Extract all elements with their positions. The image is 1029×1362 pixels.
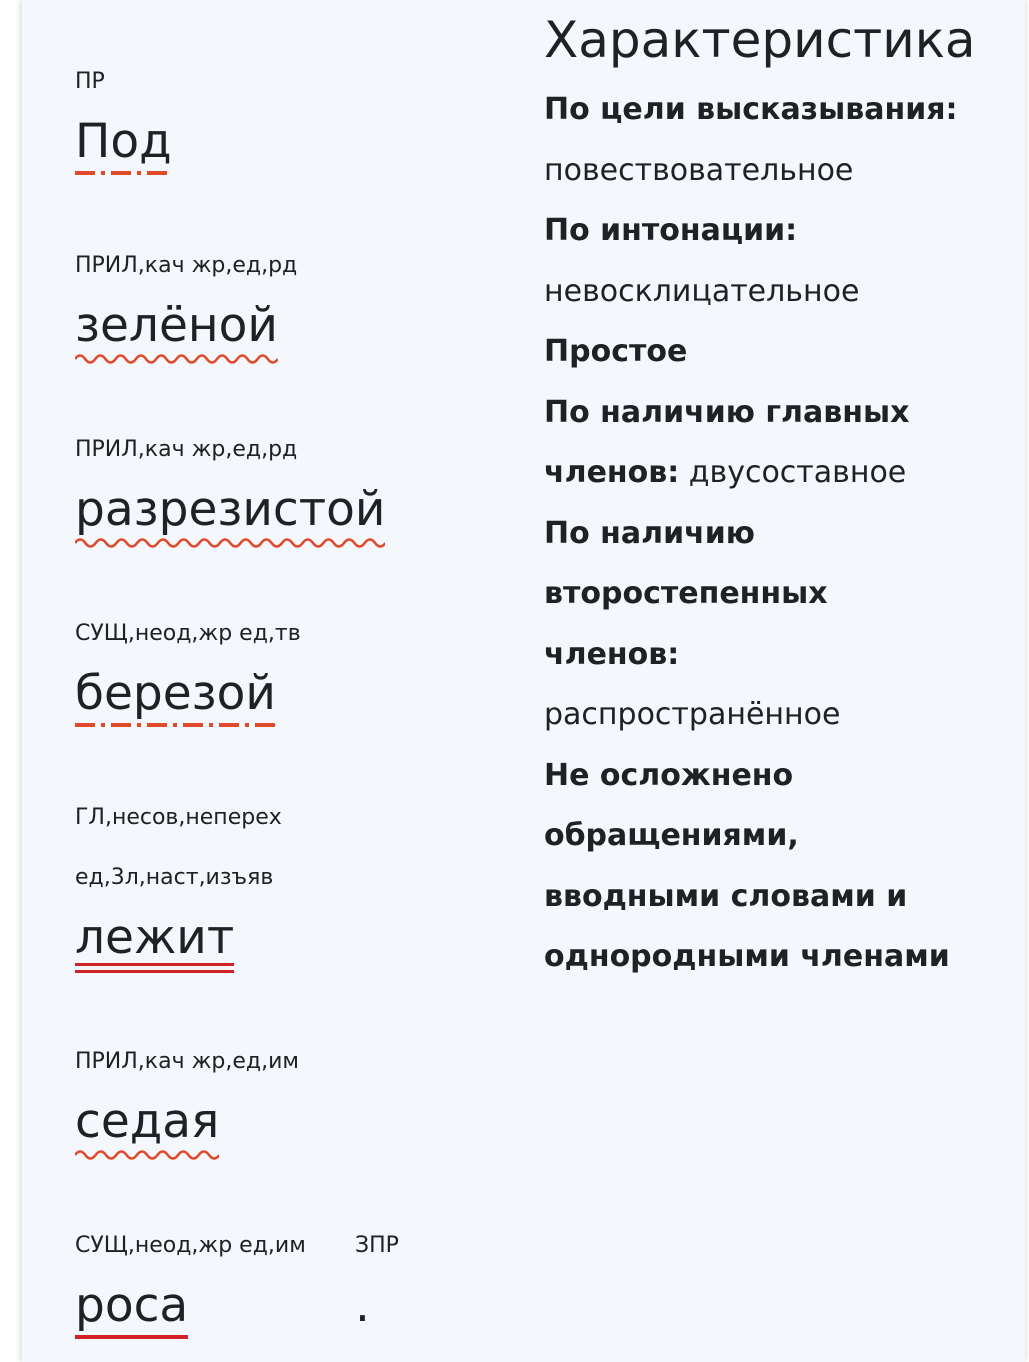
adverbial-underline (75, 171, 172, 175)
word-tag: СУЩ,неод,жр ед,тв (75, 621, 301, 646)
word-block-3 (75, 604, 301, 724)
characteristics-list (544, 80, 1004, 988)
predicate-underline (75, 963, 234, 973)
attribute-underline (75, 1148, 219, 1162)
word-label: лежит (75, 910, 235, 965)
word-text (75, 296, 278, 356)
word-label: роса (75, 1278, 189, 1333)
word-label: седая (75, 1094, 220, 1149)
word-tag-line-2: ед,3л,наст,изъяв (75, 865, 274, 890)
characteristic-label: второстепенных (544, 576, 828, 611)
characteristic-label: членов: (544, 636, 680, 672)
characteristic-value: распространённое (544, 697, 841, 732)
word-tag: ПРИЛ,кач жр,ед,им (75, 1049, 299, 1074)
characteristic-value: повествовательное (544, 152, 854, 188)
characteristic-label: однородными членами (544, 939, 950, 974)
word-tag: ГЛ,несов,неперех (75, 805, 282, 830)
word-tag: ПР (75, 69, 105, 94)
characteristic-line (544, 141, 1004, 202)
attribute-underline (75, 536, 385, 550)
word-block-5 (75, 1032, 299, 1152)
word-tag: ПРИЛ,кач жр,ед,рд (75, 437, 298, 462)
characteristic-line (544, 504, 1004, 565)
characteristic-line (544, 443, 1004, 504)
characteristic-label: вводными словами и (544, 878, 908, 914)
word-tag: ПРИЛ,кач жр,ед,рд (75, 253, 298, 278)
characteristic-line (544, 322, 1004, 383)
characteristic-line (544, 80, 1004, 141)
word-tag: СУЩ,неод,жр ед,им (75, 1233, 306, 1258)
word-block-0 (75, 52, 172, 172)
characteristic-value: невосклицательное (544, 273, 860, 309)
characteristic-line (544, 564, 1004, 625)
word-text (75, 1276, 188, 1336)
characteristic-line (544, 383, 1004, 444)
word-text (75, 664, 276, 724)
characteristic-line (544, 625, 1004, 686)
characteristic-line (544, 685, 1004, 746)
word-label: Под (75, 114, 172, 169)
characteristic-label: По наличию (544, 515, 755, 551)
characteristic-line (544, 201, 1004, 262)
punctuation-tag: ЗПР (355, 1233, 399, 1258)
word-block-2 (75, 420, 385, 540)
word-label: разрезистой (75, 482, 386, 537)
adverbial-underline (75, 723, 276, 727)
word-block-4 (75, 788, 282, 968)
punctuation-mark: . (355, 1278, 370, 1333)
characteristic-line (544, 746, 1004, 807)
characteristic-label: Простое (544, 334, 688, 369)
word-label: зелёной (75, 298, 278, 353)
characteristic-label: По цели высказывания: (544, 92, 958, 127)
word-text (75, 480, 385, 540)
characteristic-label: Не осложнено (544, 757, 794, 793)
characteristic-label: По наличию главных (544, 394, 910, 430)
characteristic-value: двусоставное (679, 455, 907, 490)
characteristic-line (544, 867, 1004, 928)
subject-underline (75, 1335, 188, 1339)
characteristic-line (544, 927, 1004, 988)
word-text (75, 112, 172, 172)
attribute-underline (75, 352, 278, 366)
punctuation-block (355, 1216, 399, 1336)
characteristic-label: обращениями, (544, 818, 799, 853)
characteristic-line (544, 262, 1004, 323)
word-label: березой (75, 666, 276, 721)
word-text (75, 908, 234, 968)
characteristics-title: Характеристика (544, 11, 976, 69)
word-block-6 (75, 1216, 306, 1336)
characteristic-label: По интонации: (544, 213, 798, 248)
word-block-1 (75, 236, 297, 356)
characteristic-line (544, 806, 1004, 867)
characteristics-column (544, 0, 1004, 988)
characteristic-label: членов: (544, 455, 680, 490)
word-text (75, 1092, 219, 1152)
